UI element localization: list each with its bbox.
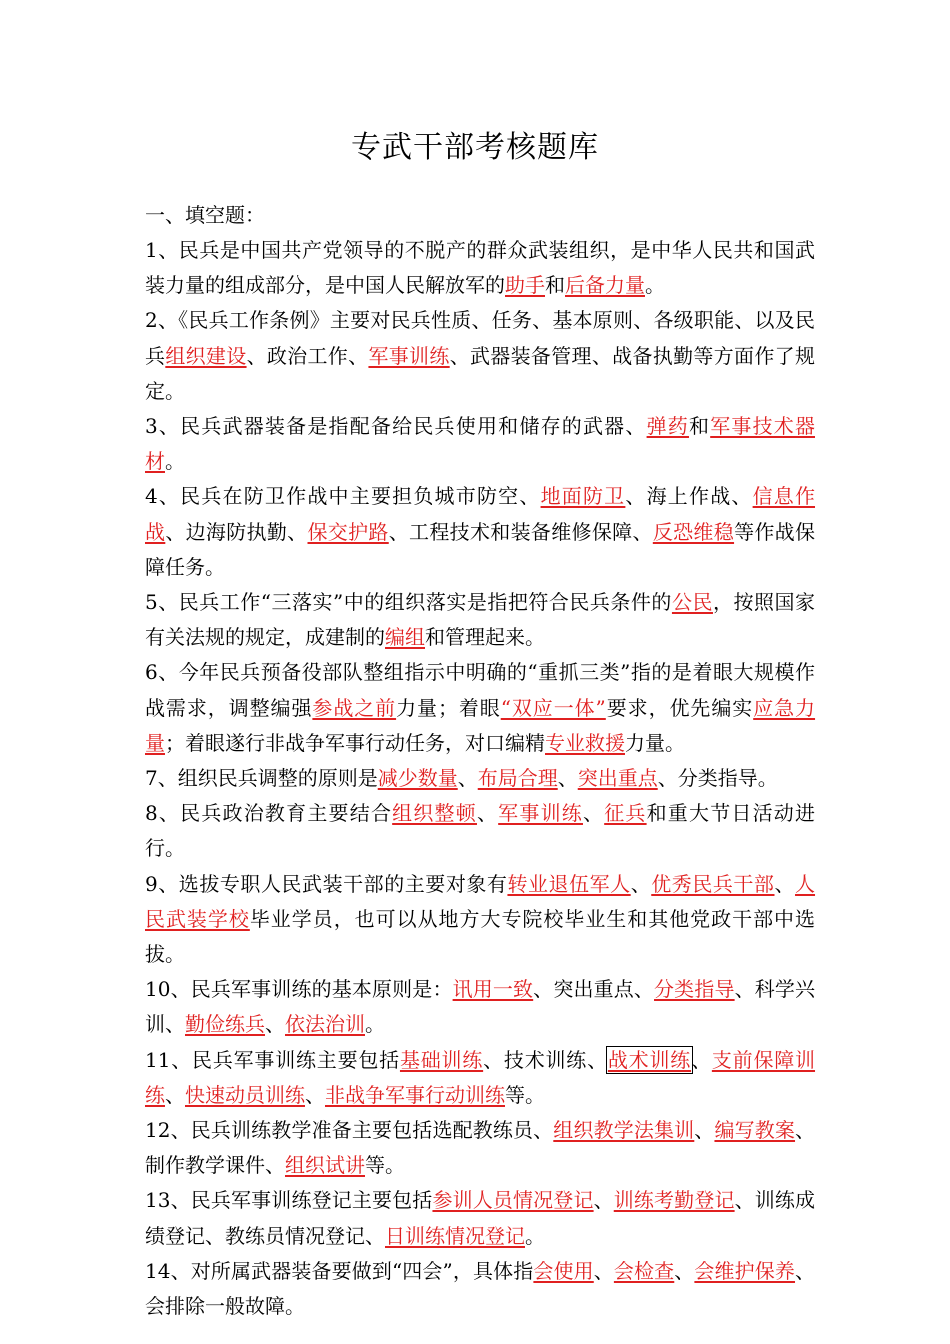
answer-blank: 布局合理: [477, 766, 558, 791]
question-text: 、武器装备管理、战备执勤等方面作了规定。: [145, 343, 815, 403]
question-text: 、海上作战、: [625, 484, 753, 509]
question-text: 、: [305, 1082, 325, 1107]
answer-blank: 弹药: [646, 414, 689, 439]
question-text: 13、民兵军事训练登记主要包括: [145, 1188, 433, 1213]
question-text: 和: [688, 414, 711, 439]
answer-blank: 地面防卫: [540, 484, 626, 509]
question-item: [145, 233, 815, 303]
question-text: 6、今年民兵预备役部队整组指示中明确的“重抓三类”指的是着眼大规模作战需求，调整编强: [145, 660, 815, 720]
question-text: 、: [630, 871, 652, 896]
answer-blank: 专业救援: [545, 730, 625, 755]
question-text: 9、选拔专职人民武装干部的主要对象有: [145, 871, 508, 896]
answer-blank: “双应一体”: [500, 695, 606, 720]
question-text: 4、民兵在防卫作战中主要担负城市防空、: [145, 484, 541, 509]
answer-blank: 军事训练: [368, 343, 450, 368]
question-text: 、: [674, 1258, 695, 1283]
answer-blank: 突出重点: [577, 766, 658, 791]
section-heading: 一、填空题：: [145, 203, 265, 227]
answer-blank: 组织教学法集训: [553, 1118, 695, 1143]
answer-blank: 训练考勤登记: [613, 1188, 735, 1213]
answer-blank: 会维护保养: [694, 1258, 796, 1283]
question-text: 。: [525, 1223, 545, 1248]
question-text: 、: [593, 1258, 614, 1283]
question-text: 、政治工作、: [246, 343, 369, 368]
answer-blank: 参战之前: [312, 695, 397, 720]
question-item: [145, 1183, 815, 1253]
question-text: 、: [582, 801, 605, 826]
question-text: 、: [691, 1047, 712, 1072]
question-text: 、: [557, 766, 578, 791]
question-text: 、训练成绩登记、教练员情况登记、: [145, 1188, 816, 1248]
question-text: 、工程技术和装备维修保障、: [388, 519, 653, 544]
question-text: 等作战保障任务。: [145, 519, 815, 579]
page-title: 专武干部考核题库: [351, 130, 599, 165]
answer-blank: 人民武装学校: [145, 871, 816, 931]
question-item: [145, 585, 815, 655]
question-item: [145, 1113, 815, 1183]
question-text: 、: [694, 1118, 715, 1143]
question-text: 和管理起来。: [425, 625, 545, 650]
question-item: [145, 409, 815, 479]
question-text: 和重大节日活动进行。: [145, 801, 816, 861]
question-item: [145, 1043, 815, 1113]
question-text: 3、民兵武器装备是指配备给民兵使用和储存的武器、: [145, 414, 647, 439]
question-text: 力量；着眼: [396, 695, 501, 720]
answer-blank: 信息作战: [145, 484, 816, 544]
question-text: 、: [476, 801, 499, 826]
question-text: 2、《民兵工作条例》主要对民兵性质、任务、基本原则、各级职能、以及民兵: [145, 308, 815, 368]
answer-blank: 勤俭练兵: [185, 1012, 265, 1037]
question-text: 、突出重点、: [533, 977, 655, 1002]
answer-blank: 非战争军事行动训练: [325, 1082, 505, 1107]
question-text: 、: [593, 1188, 614, 1213]
answer-blank: 编组: [385, 625, 425, 650]
answer-blank: 征兵: [604, 801, 647, 826]
question-text: 毕业学员，也可以从地方大专院校毕业生和其他党政干部中选拔。: [145, 906, 816, 967]
answer-blank: 转业退伍军人: [507, 871, 631, 896]
answer-blank: 反恐维稳: [652, 519, 735, 544]
question-item: [145, 303, 815, 409]
question-item: [145, 796, 815, 866]
question-text: 、科学兴训、: [145, 977, 816, 1037]
question-text: 12、民兵训练教学准备主要包括选配教练员、: [145, 1118, 554, 1143]
question-text: 、: [165, 1082, 185, 1107]
answer-blank: 基础训练: [399, 1047, 484, 1072]
question-item: [145, 1254, 815, 1324]
question-text: 。: [645, 273, 665, 298]
answer-blank: 公民: [671, 590, 713, 615]
answer-blank: 组织建设: [165, 343, 247, 368]
answer-blank: 减少数量: [377, 766, 458, 791]
answer-blank: 依法治训: [285, 1012, 365, 1037]
question-text: 。: [365, 1012, 385, 1037]
question-text: 等。: [505, 1082, 545, 1107]
answer-blank: 军事训练: [498, 801, 583, 826]
question-item: [145, 655, 815, 761]
question-item: [145, 761, 815, 796]
question-text: 11、民兵军事训练主要包括: [145, 1047, 400, 1072]
answer-blank: 战术训练: [607, 1047, 692, 1072]
question-text: 、: [457, 766, 478, 791]
question-text: 。: [165, 449, 185, 474]
question-text: 、制作教学课件、: [145, 1118, 816, 1178]
question-text: 8、民兵政治教育主要结合: [145, 801, 393, 826]
answer-blank: 讯用一致: [452, 977, 534, 1002]
answer-blank: 参训人员情况登记: [432, 1188, 594, 1213]
answer-blank: 优秀民兵干部: [651, 871, 775, 896]
question-item: [145, 867, 815, 973]
question-text: 等。: [365, 1153, 405, 1178]
answer-blank: 后备力量: [565, 273, 645, 298]
question-text: 、: [265, 1012, 285, 1037]
answer-blank: 快速动员训练: [185, 1082, 305, 1107]
question-text: ，按照国家有关法规的规定，成建制的: [145, 590, 816, 650]
answer-blank: 日训练情况登记: [385, 1223, 525, 1248]
answer-blank: 会检查: [613, 1258, 675, 1283]
answer-blank: 会使用: [533, 1258, 594, 1283]
answer-blank: 组织整顿: [392, 801, 477, 826]
question-text: 、技术训练、: [483, 1047, 608, 1072]
answer-blank: 应急力量: [145, 695, 816, 755]
answer-blank: 分类指导: [654, 977, 735, 1002]
question-text: 、会排除一般故障。: [145, 1258, 816, 1319]
question-text: 5、民兵工作“三落实”中的组织落实是指把符合民兵条件的: [145, 590, 672, 615]
question-text: 7、组织民兵调整的原则是: [145, 766, 378, 791]
question-text: 1、民兵是中国共产党领导的不脱产的群众武装组织，是中华人民共和国武装力量的组成部分，是中国人民解放军的: [145, 238, 815, 298]
answer-blank: 编写教案: [714, 1118, 796, 1143]
question-text: 要求，优先编实: [605, 695, 754, 720]
question-item: [145, 479, 815, 585]
answer-blank: 军事技术器材: [145, 414, 815, 474]
answer-blank: 支前保障训练: [145, 1047, 816, 1107]
question-text: 10、民兵军事训练的基本原则是：: [145, 977, 453, 1002]
question-item: [145, 972, 815, 1042]
question-text: 、分类指导。: [657, 766, 778, 791]
question-text: 力量。: [625, 730, 685, 755]
answer-blank: 组织试讲: [285, 1153, 365, 1178]
question-text: 、边海防执勤、: [165, 519, 308, 544]
answer-blank: 助手: [505, 273, 545, 298]
question-text: ；着眼遂行非战争军事行动任务，对口编精: [165, 730, 545, 755]
answer-blank: 保交护路: [307, 519, 389, 544]
question-text: 、: [774, 871, 796, 896]
question-text: 和: [545, 273, 565, 298]
question-text: 14、对所属武器装备要做到“四会”，具体指: [145, 1258, 534, 1283]
question-list: [145, 233, 815, 1324]
